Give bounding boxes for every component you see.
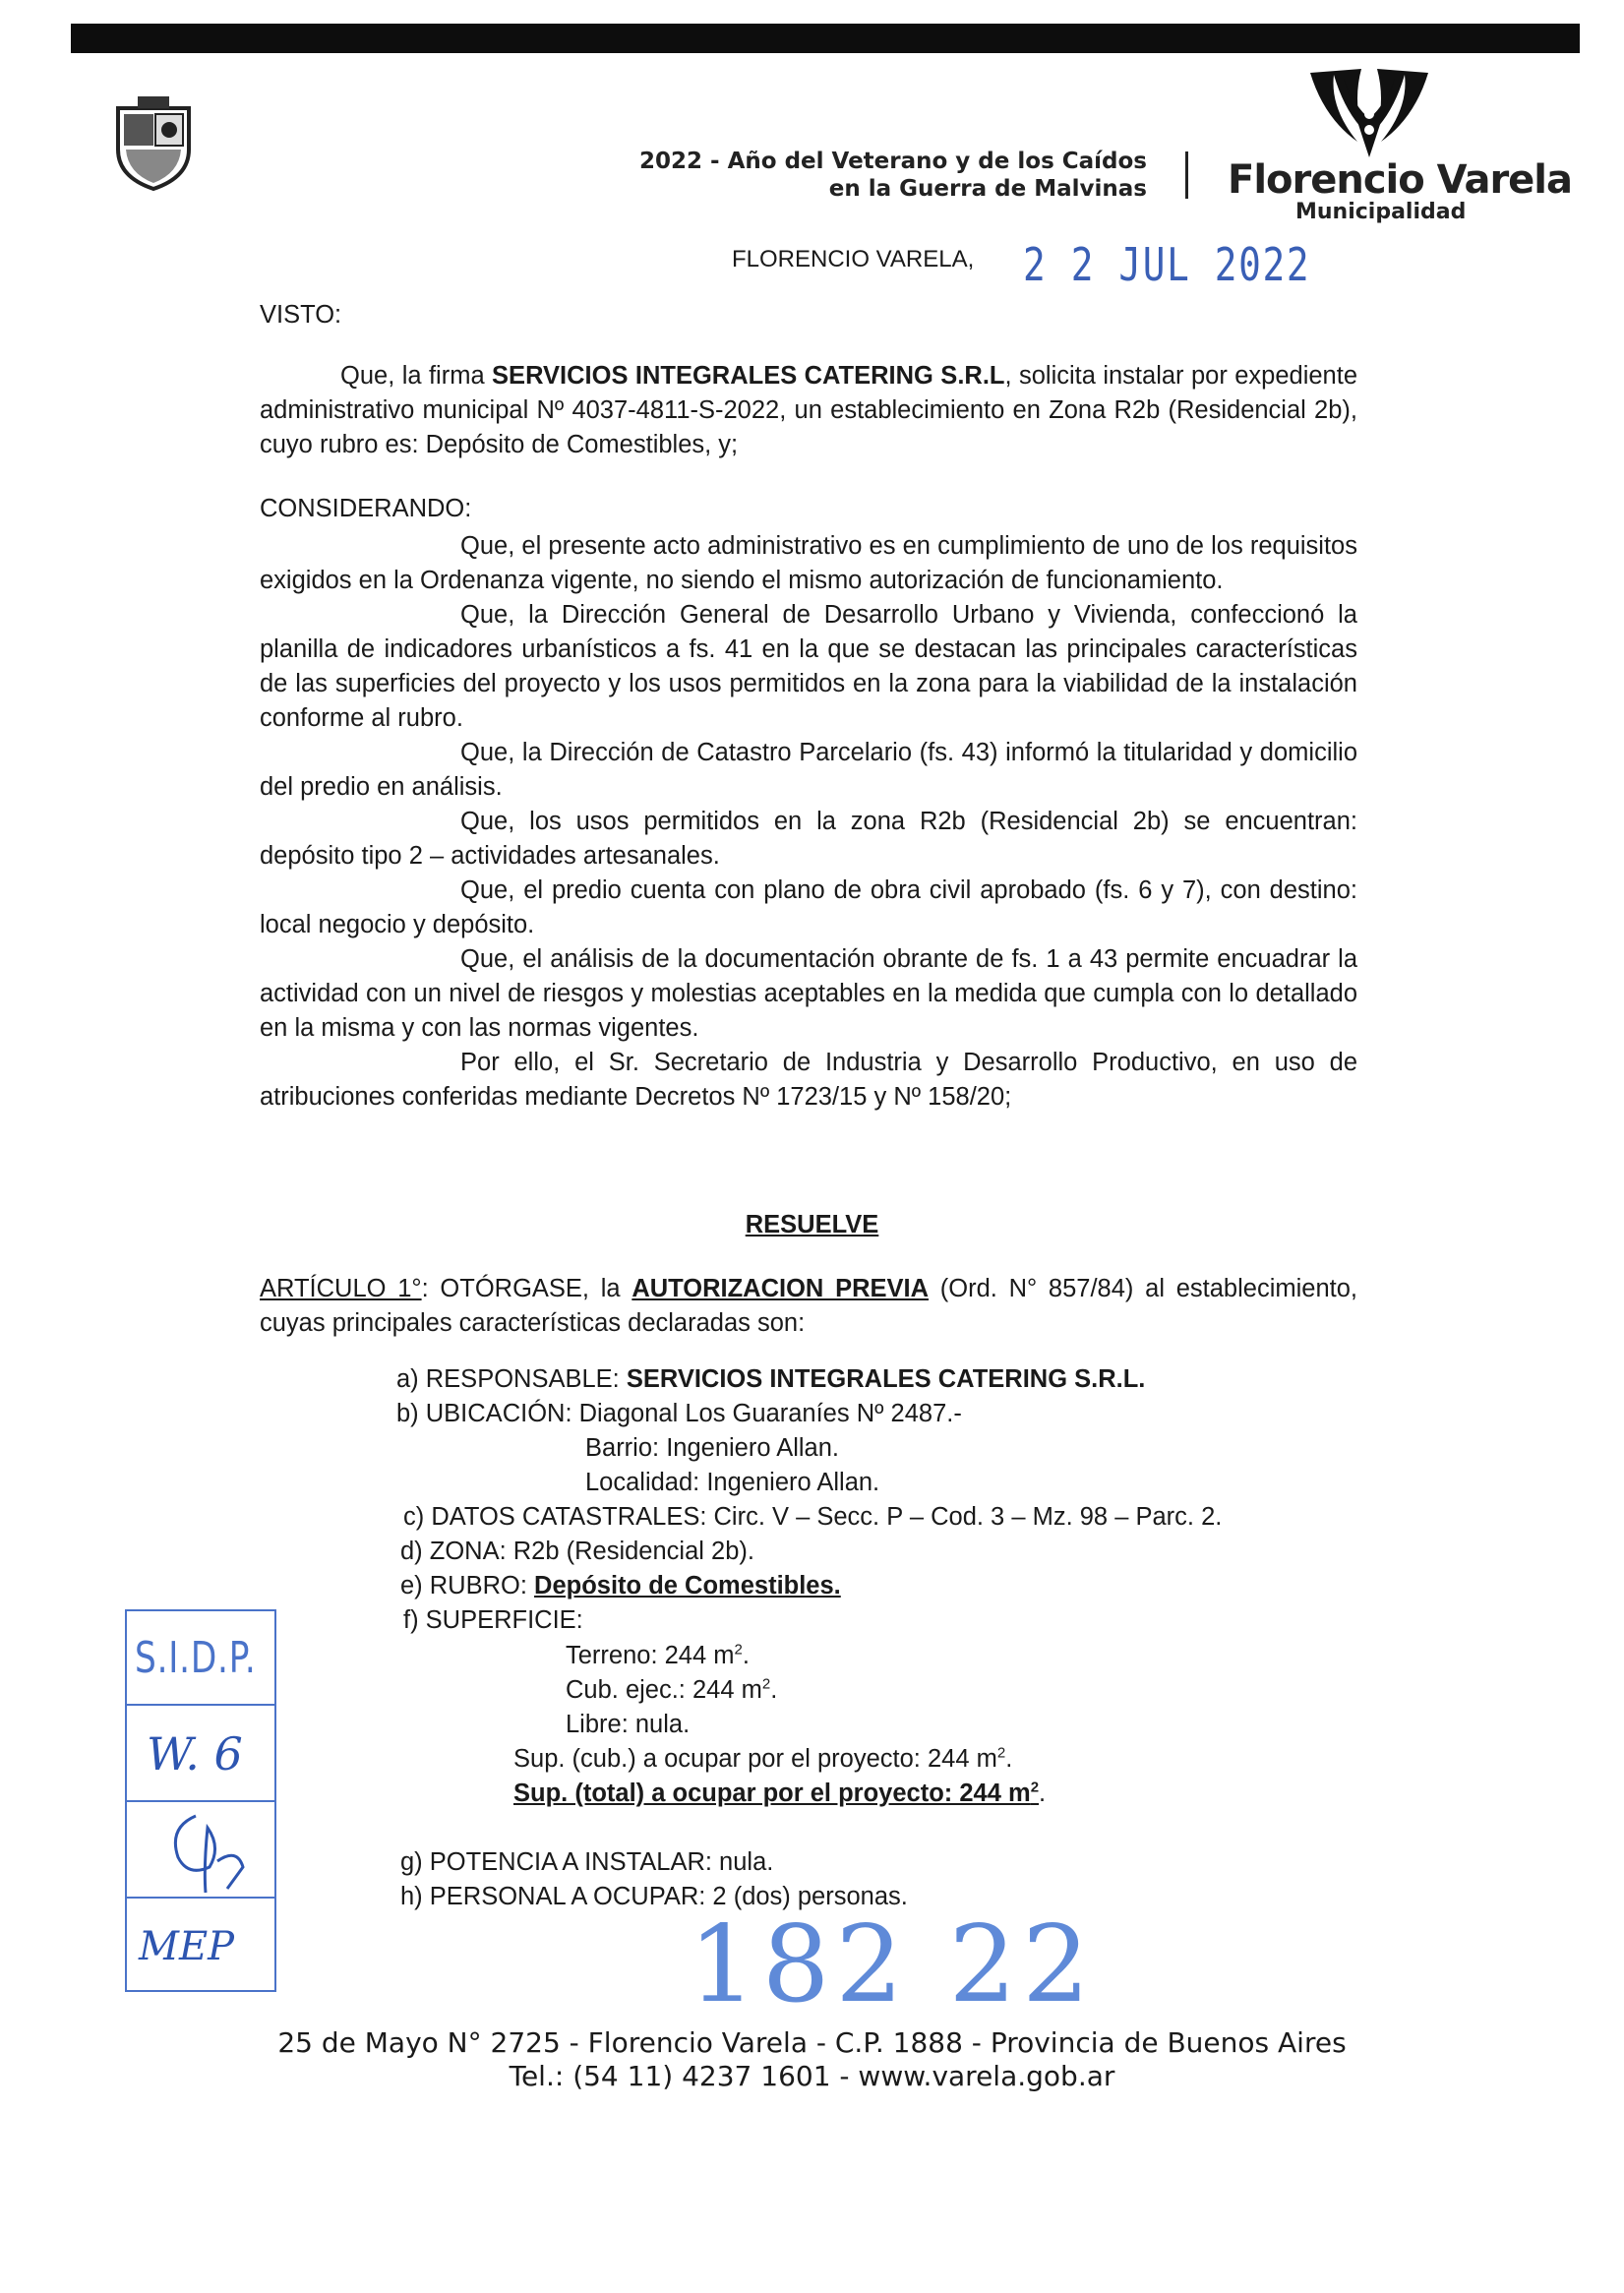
motto-line-1: 2022 - Año del Veterano y de los Caídos: [639, 149, 1147, 174]
autorizacion-previa: AUTORIZACION PREVIA: [632, 1275, 930, 1302]
footer-address: 25 de Mayo N° 2725 - Florencio Varela - C.P. 1888 - Provincia de Buenos Aires: [277, 2026, 1347, 2059]
item-f: f) SUPERFICIE:: [403, 1606, 583, 1634]
considerando-paragraphs: [260, 529, 1357, 1115]
header-motto: [590, 148, 1147, 203]
considerando-paragraph: Que, la Dirección de Catastro Parcelario (fs. 43) informó la titularidad y domicilio del predio en análisis.: [260, 739, 1357, 801]
footer: [0, 2026, 1624, 2093]
stamp-handwriting-3: MEP: [139, 1924, 235, 1969]
florencio-varela-logo-icon: [1300, 69, 1438, 159]
articulo-1: ARTÍCULO 1°: OTÓRGASE, la AUTORIZACION PREVIA (Ord. N° 857/84) al establecimiento, cuyas principales características declaradas son:: [260, 1275, 1357, 1337]
top-black-bar: [71, 24, 1580, 53]
item-h: h) PERSONAL A OCUPAR: 2 (dos) personas.: [400, 1883, 908, 1910]
item-a: a) RESPONSABLE: SERVICIOS INTEGRALES CATERING S.R.L.: [396, 1365, 1146, 1393]
item-b-localidad: Localidad: Ingeniero Allan.: [585, 1469, 880, 1496]
considerando-paragraph: Por ello, el Sr. Secretario de Industria y Desarrollo Productivo, en uso de atribuciones conferidas mediante Decretos Nº 1723/15 y Nº 158/20;: [260, 1049, 1357, 1111]
sidp-stamp: [125, 1609, 276, 1992]
firm-name: SERVICIOS INTEGRALES CATERING S.R.L: [492, 362, 1005, 390]
considerando-paragraph: Que, el análisis de la documentación obrante de fs. 1 a 43 permite encuadrar la actividad con un nivel de riesgos y molestias aceptables en la medida que cumpla con lo detallado en la misma y con las normas vigentes.: [260, 945, 1357, 1042]
item-f-libre: Libre: nula.: [566, 1711, 691, 1738]
place-line: FLORENCIO VARELA,: [732, 246, 975, 272]
stamp-handwriting-1: W. 6: [147, 1727, 243, 1780]
visto-paragraph: Que, la firma SERVICIOS INTEGRALES CATERING S.R.L, solicita instalar por expediente administrativo municipal Nº 4037-4811-S-2022, un establecimiento en Zona R2b (Residencial 2b), cuyo rubro es: Depósito de Comestibles, y;: [260, 362, 1357, 458]
resuelve-heading: RESUELVE: [745, 1211, 879, 1238]
footer-contact: Tel.: (54 11) 4237 1601 - www.varela.gob.ar: [509, 2060, 1115, 2092]
sidp-stamp-label: S.I.D.P.: [135, 1633, 257, 1683]
item-f-cub: Cub. ejec.: 244 $m^2$.: [566, 1675, 778, 1704]
item-f-terreno: Terreno: 244 $m^2$.: [566, 1641, 750, 1669]
articulo-label: ARTÍCULO 1°: [260, 1275, 422, 1302]
initials-signature: [149, 1808, 257, 1897]
logo-name: Florencio Varela: [1228, 157, 1572, 203]
resolution-number-stamp: 182 22: [689, 1903, 1096, 2026]
date-stamp: 2 2 JUL 2022: [1023, 238, 1311, 291]
municipal-crest-icon: [112, 94, 195, 191]
item-d: d) ZONA: R2b (Residencial 2b).: [400, 1538, 754, 1565]
item-b-barrio: Barrio: Ingeniero Allan.: [585, 1434, 839, 1462]
item-f-sup-total: Sup. (total) a ocupar por el proyecto: 244 $m^2$.: [513, 1779, 1047, 1807]
item-g: g) POTENCIA A INSTALAR: nula.: [400, 1848, 774, 1876]
item-c: c) DATOS CATASTRALES: Circ. V – Secc. P – Cod. 3 – Mz. 98 – Parc. 2.: [403, 1503, 1223, 1531]
considerando-paragraph: Que, la Dirección General de Desarrollo Urbano y Vivienda, confeccionó la planilla de indicadores urbanísticos a fs. 41 en la que se destacan las principales características de las superficies del proyecto y los usos permitidos en la zona para la viabilidad de la instalación conforme al rubro.: [260, 601, 1357, 732]
considerando-heading: CONSIDERANDO:: [260, 495, 472, 522]
considerando-paragraph: Que, el predio cuenta con plano de obra civil aprobado (fs. 6 y 7), con destino: local negocio y depósito.: [260, 876, 1357, 938]
logo-subtitle: Municipalidad: [1295, 200, 1467, 224]
considerando-paragraph: Que, los usos permitidos en la zona R2b (Residencial 2b) se encuentran: depósito tipo 2 – actividades artesanales.: [260, 808, 1357, 870]
motto-line-2: en la Guerra de Malvinas: [828, 176, 1147, 202]
item-f-sup-cub: Sup. (cub.) a ocupar por el proyecto: 244 $m^2$.: [513, 1744, 1013, 1773]
considerando-paragraph: Que, el presente acto administrativo es en cumplimiento de uno de los requisitos exigidos en la Ordenanza vigente, no siendo el mismo autorización de funcionamiento.: [260, 532, 1357, 594]
header-divider: [1185, 151, 1188, 199]
item-b: b) UBICACIÓN: Diagonal Los Guaraníes Nº 2487.-: [396, 1400, 962, 1427]
visto-heading: VISTO:: [260, 301, 342, 329]
item-e: e) RUBRO: Depósito de Comestibles.: [400, 1572, 841, 1599]
